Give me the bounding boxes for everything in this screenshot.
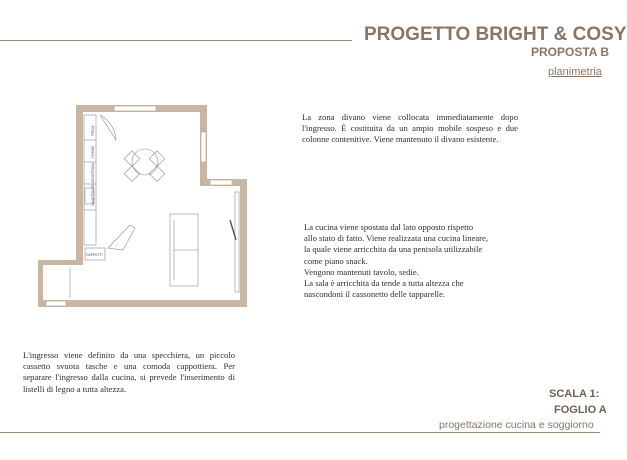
kitchen-line: La cucina viene spostata dal lato opposto rispetto [304, 222, 474, 232]
wall-entrance-top [38, 260, 83, 265]
scale-label: SCALA 1: [549, 388, 600, 400]
window-right [201, 132, 206, 162]
wall-right-lower [240, 179, 247, 307]
living-description: La zona divano viene collocata immediatamente dopo l'ingresso. È costituita da un ampio mobile sospeso e due colonne contenitive. Viene mantenuto il divano esistente. [302, 112, 518, 145]
floor-plan [30, 100, 255, 312]
wall-bottom [38, 300, 247, 307]
footer-project: progettazione cucina e soggiorno [439, 419, 594, 431]
kitchen-line: Vengono mantenuti tavolo, sedie. [304, 266, 419, 277]
sheet-label: FOGLIO A [554, 404, 607, 416]
tv-unit [235, 192, 239, 292]
kitchen-line: nascondoni il cassonetto delle tapparelle. [304, 289, 446, 300]
kitchen-line: la quale viene arricchita da una penisola utilizzabile [304, 244, 483, 255]
label-frigo: FRIGO [91, 125, 95, 136]
peninsula [108, 225, 135, 250]
window-step [210, 180, 232, 185]
dining-table [132, 149, 158, 175]
entrance-door [100, 115, 116, 140]
kitchen-line: come piano snack. [304, 255, 368, 266]
label-lavastoviglie: LAVASTOVIGLIE [91, 179, 95, 206]
planimetria-link[interactable]: planimetria [548, 66, 602, 78]
kitchen-line: La sala è arricchita da tende a tutta altezza che [304, 278, 464, 289]
label-forno: FORNO [91, 145, 95, 158]
wall-entrance-left [38, 260, 43, 307]
kitchen-description [304, 222, 522, 300]
label-dispensa: DISPENSA [91, 162, 95, 180]
kitchen-line: allo stato di fatto. Viene realizzata una cucina lineare, [304, 233, 489, 244]
entrance-description: L'ingresso viene definito da una specchiera, un piccolo cassetto svuota tasche e una comoda cappottiera. Per separare l'ingresso dalla cucina, si prevede l'inserimento di listelli di legno a tutta altezza. [23, 350, 235, 394]
project-title: PROGETTO BRIGHT & COSY [364, 24, 627, 45]
wall-left [76, 105, 83, 265]
project-subtitle: PROPOSTA B [531, 45, 610, 59]
header-rule [0, 40, 352, 41]
window-bottom [46, 301, 66, 306]
label-cappotti: CAPPOTTI [86, 253, 103, 257]
window-top [114, 106, 156, 111]
footer-rule [0, 432, 600, 433]
